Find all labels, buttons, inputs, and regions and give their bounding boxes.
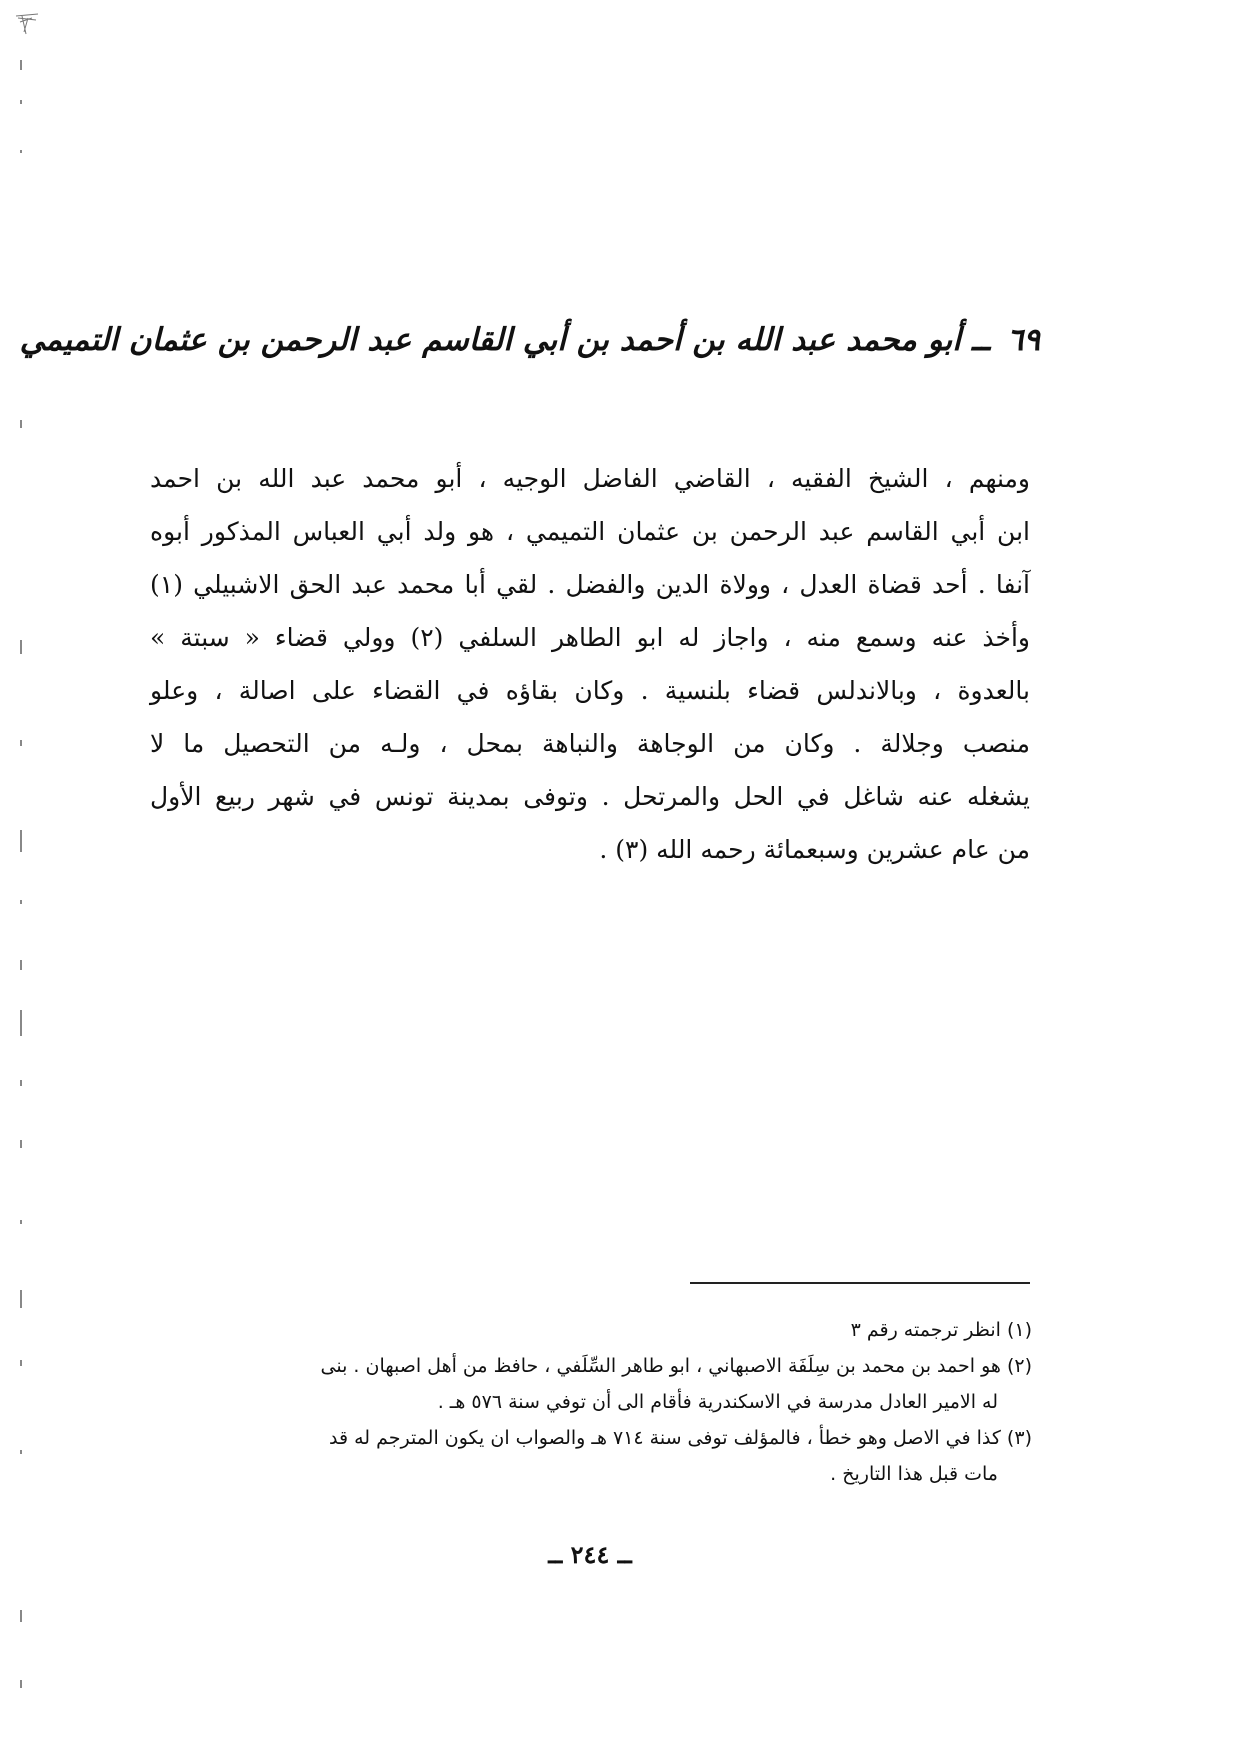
paragraph-line: يشغله عنه شاغل في الحل والمرتحل . وتوفى بمدينة تونس في شهر ربيع الأول xyxy=(150,782,1030,811)
footnote-separator xyxy=(690,1282,1030,1284)
entry-title: أبو محمد عبد الله بن أحمد بن أبي القاسم عبد الرحمن بن عثمان التميمي xyxy=(19,322,961,358)
paragraph-line: آنفا . أحد قضاة العدل ، وولاة الدين والفضل . لقي أبا محمد عبد الحق الاشبيلي (١) xyxy=(150,570,1030,599)
entry-heading xyxy=(19,318,1040,362)
footnote-line: (١) انظر ترجمته رقم ٣ xyxy=(850,1319,1032,1341)
paragraph-line: ابن أبي القاسم عبد الرحمن بن عثمان التميمي ، هو ولد أبي العباس المذكور أبوه xyxy=(150,517,1030,546)
paragraph-line: وأخذ عنه وسمع منه ، واجاز له ابو الطاهر السلفي (٢) وولي قضاء « سبتة » xyxy=(150,623,1030,652)
footnote-line: (٣) كذا في الاصل وهو خطأ ، فالمؤلف توفى سنة ٧١٤ هـ والصواب ان يكون المترجم له قد xyxy=(328,1427,1032,1449)
scan-margin-artifacts xyxy=(18,0,26,1754)
footnote-line: مات قبل هذا التاريخ . xyxy=(830,1463,998,1485)
paragraph-line: بالعدوة ، وبالاندلس قضاء بلنسية . وكان بقاؤه في القضاء على اصالة ، وعلو xyxy=(150,676,1030,705)
footnote-line: (٢) هو احمد بن محمد بن سِلَفَة الاصبهاني ، ابو طاهر السِّلَفي ، حافظ من أهل اصبهان . بنى xyxy=(320,1355,1032,1377)
footnotes xyxy=(140,1312,1032,1492)
footnote-3 xyxy=(140,1420,1032,1492)
footnote-line: له الامير العادل مدرسة في الاسكندرية فأقام الى أن توفي سنة ٥٧٦ هـ . xyxy=(437,1391,998,1413)
footnote-1 xyxy=(140,1312,1032,1348)
heading-dash: ــ xyxy=(971,322,990,358)
paragraph-line: ومنهم ، الشيخ الفقيه ، القاضي الفاضل الوجيه ، أبو محمد عبد الله بن احمد xyxy=(150,464,1030,493)
biography-paragraph xyxy=(150,452,1030,876)
paragraph-line: منصب وجلالة . وكان من الوجاهة والنباهة بمحل ، ولـه من التحصيل ما لا xyxy=(150,729,1030,758)
footnote-2 xyxy=(140,1348,1032,1420)
page-number: ــ ٢٤٤ ــ xyxy=(548,1540,632,1569)
entry-number: ٦٩ xyxy=(1006,322,1040,358)
paragraph-line: من عام عشرين وسبعمائة رحمه الله (٣) . xyxy=(599,835,1030,864)
